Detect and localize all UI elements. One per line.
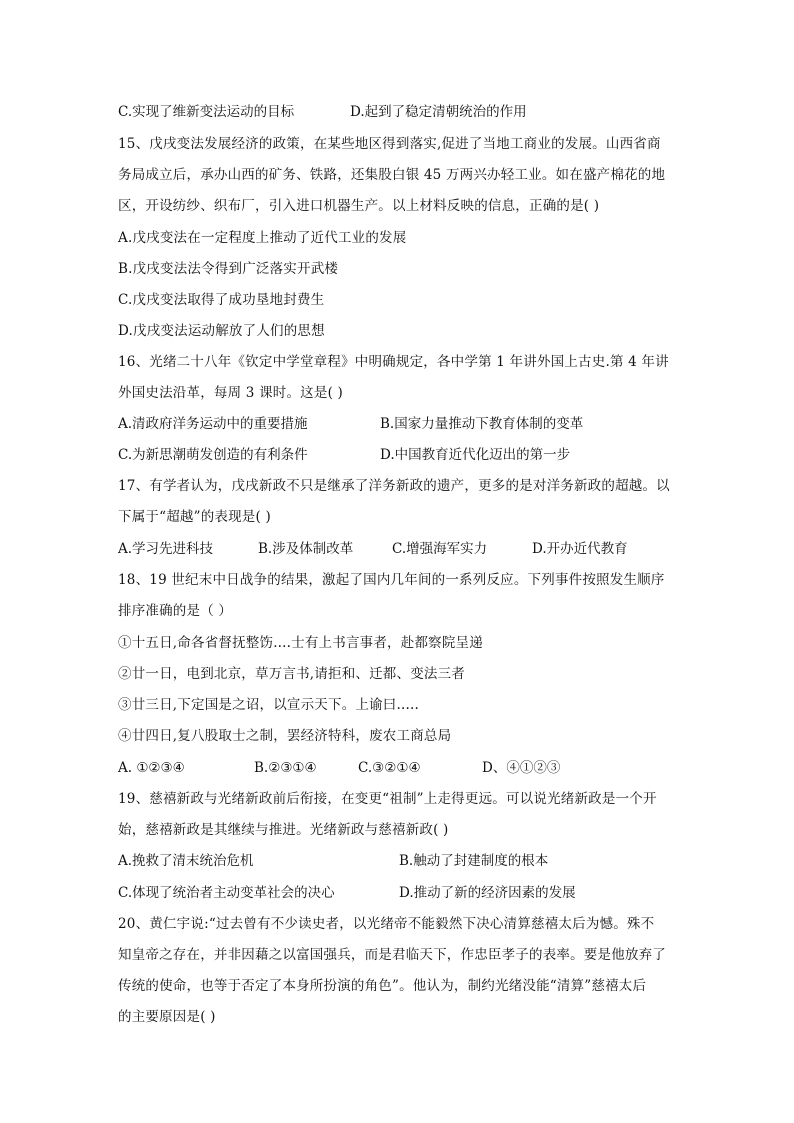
q19-option-c: C.体现了统治者主动变革社会的决心 [118, 885, 335, 901]
q18-item-2: ②廿一日，电到北京，草万言书,请拒和、迁都、变法三者 [118, 666, 465, 682]
q17-option-c: C.增强海军实力 [392, 541, 488, 557]
q15-option-b: B.戊戌变法法令得到广泛落实开武楼 [118, 261, 339, 277]
q19-option-b: B.触动了封建制度的根本 [399, 853, 549, 869]
q17-stem-line-1: 17、有学者认为，戊戌新政不只是继承了洋务新政的遗产，更多的是对洋务新政的超越。以 [118, 478, 670, 494]
q17-option-a: A.学习先进科技 [118, 541, 214, 557]
q16-stem-line-2: 外国史法沿革，每周 3 课时。这是( ) [118, 385, 343, 401]
q15-stem-line-3: 区，开设纺纱、织布厂，引入进口机器生产。以上材料反映的信息，正确的是( ) [118, 198, 600, 214]
q15-option-d: D.戊戌变法运动解放了人们的思想 [118, 323, 325, 339]
q19-option-a: A.挽救了清末统治危机 [118, 853, 254, 869]
q18-option-d: D、④①②③ [482, 760, 561, 776]
q16-option-a: A.清政府洋务运动中的重要措施 [118, 416, 308, 432]
q18-item-3: ③廿三日,下定国是之诏，以宣示天下。上谕曰..... [118, 697, 419, 713]
q15-option-c: C.戊戌变法取得了成功垦地封费生 [118, 292, 325, 308]
q20-stem-line-4: 的主要原因是( ) [118, 1009, 216, 1025]
q17-option-d: D.开办近代教育 [532, 541, 628, 557]
q18-option-b: B.②③①④ [254, 760, 317, 776]
q14-option-c: C.实现了维新变法运动的目标 [118, 104, 295, 120]
q18-stem-line-2: 排序准确的是（ ） [118, 603, 233, 619]
q17-option-b: B.涉及体制改革 [258, 541, 354, 557]
q15-stem-line-2: 务局成立后，承办山西的矿务、铁路，还集股白银 45 万两兴办轻工业。如在盛产棉花的地 [118, 167, 666, 183]
q20-stem-line-1: 20、黄仁宇说:“过去曾有不少读史者，以光绪帝不能毅然下决心清算慈禧太后为憾。殊不 [118, 916, 655, 932]
q17-stem-line-2: 下属于“超越”的表现是( ) [118, 509, 271, 525]
q19-option-d: D.推动了新的经济因素的发展 [399, 885, 576, 901]
q16-stem-line-1: 16、光绪二十八年《钦定中学堂章程》中明确规定，各中学第 1 年讲外国上古史.第 4 年讲 [118, 354, 669, 370]
q18-item-1: ①十五日,命各省督抚整饬....士有上书言事者，赴都察院呈递 [118, 635, 483, 651]
q15-stem-line-1: 15、戊戌变法发展经济的政策，在某些地区得到落实,促进了当地工商业的发展。山西省商 [118, 136, 661, 152]
q18-option-c: C.③②①④ [358, 760, 421, 776]
q19-stem-line-1: 19、慈禧新政与光绪新政前后衔接，在变更“祖制”上走得更远。可以说光绪新政是一个开 [118, 791, 657, 807]
q20-stem-line-3: 传统的使命，也等于否定了本身所扮演的角色”。他认为，制约光绪没能“清算”慈禧太后 [118, 978, 647, 994]
q18-option-a: A. ①②③④ [118, 760, 185, 776]
q19-stem-line-2: 始，慈禧新政是其继续与推进。光绪新政与慈禧新政( ) [118, 822, 449, 838]
q15-option-a: A.戊戌变法在一定程度上推动了近代工业的发展 [118, 230, 407, 246]
q18-item-4: ④廿四日,复八股取士之制，罢经济特科，废农工商总局 [118, 728, 452, 744]
q16-option-c: C.为新思潮萌发创造的有利条件 [118, 447, 308, 463]
q14-option-d: D.起到了稳定清朝统治的作用 [350, 104, 527, 120]
q20-stem-line-2: 知皇帝之存在，并非因藉之以富国强兵，而是君临天下，作忠臣孝子的表率。要是他放弃了 [118, 947, 666, 963]
q16-option-b: B.国家力量推动下教育体制的变革 [380, 416, 584, 432]
q16-option-d: D.中国教育近代化迈出的第一步 [380, 447, 571, 463]
q18-stem-line-1: 18、19 世纪末中日战争的结果，激起了国内几年间的一系列反应。下列事件按照发生顺序 [118, 572, 665, 588]
